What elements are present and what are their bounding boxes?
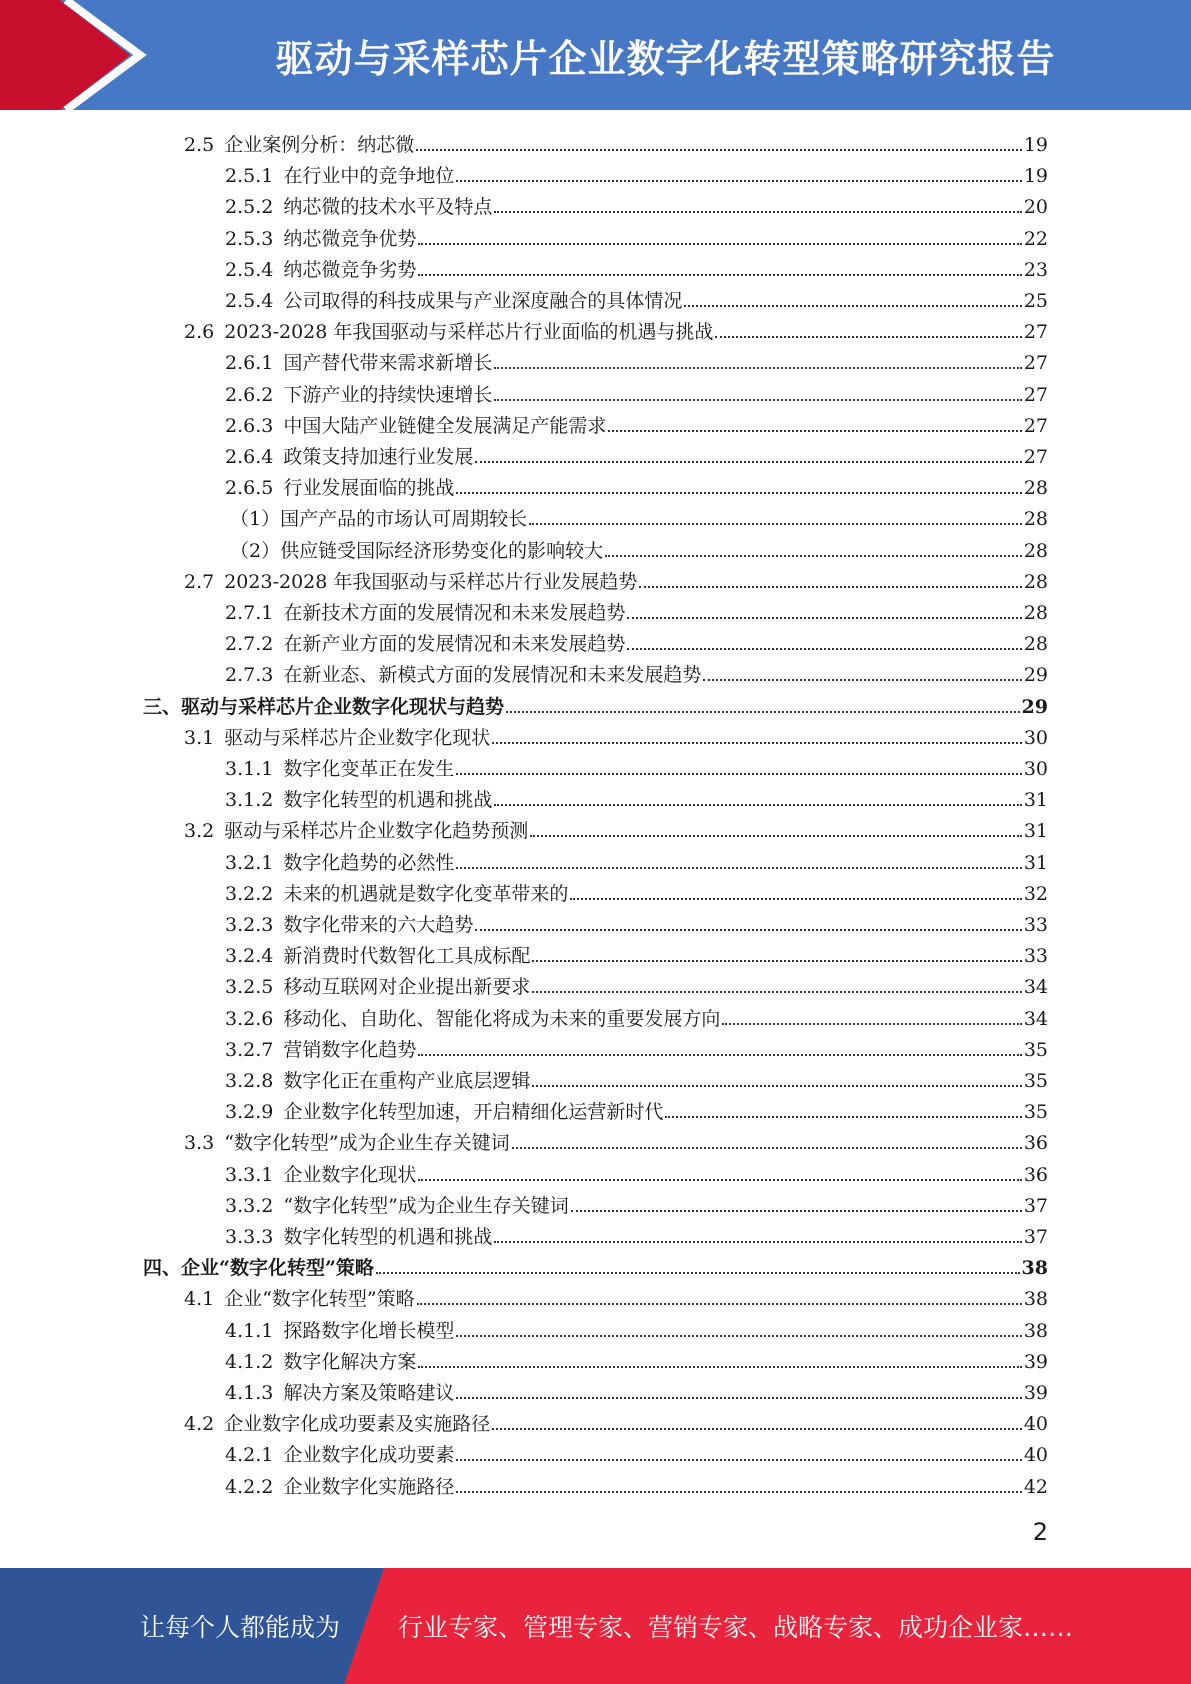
toc-entry-title: 在行业中的竞争地位 bbox=[283, 165, 455, 188]
toc-leader-dots bbox=[532, 991, 1021, 993]
toc-leader-dots bbox=[456, 1491, 1021, 1493]
toc-entry[interactable] bbox=[225, 876, 1048, 906]
toc-entry-title: 驱动与采样芯片企业数字化现状 bbox=[224, 726, 491, 749]
toc-entry-number: 3.2.2 bbox=[225, 882, 274, 905]
toc-entry-number: 4.2.1 bbox=[225, 1444, 274, 1467]
toc-leader-dots bbox=[703, 679, 1021, 681]
toc-leader-dots bbox=[475, 461, 1021, 463]
toc-leader-dots bbox=[627, 617, 1021, 619]
toc-entry-page: 33 bbox=[1023, 945, 1048, 968]
toc-entry[interactable] bbox=[225, 470, 1048, 500]
toc-entry-title: 企业数字化现状 bbox=[283, 1163, 417, 1186]
toc-leader-dots bbox=[456, 1459, 1021, 1461]
toc-entry-page: 38 bbox=[1021, 1257, 1048, 1280]
toc-entry-page: 30 bbox=[1023, 758, 1048, 780]
toc-entry[interactable] bbox=[225, 1313, 1048, 1343]
toc-entry-title: 政策支持加速行业发展 bbox=[283, 446, 474, 468]
toc-entry-title: 纳芯微竞争劣势 bbox=[283, 258, 417, 281]
toc-entry-number: 3.2.6 bbox=[225, 1007, 274, 1030]
toc-entry-number: 3.3.2 bbox=[225, 1194, 274, 1217]
toc-entry[interactable] bbox=[225, 1469, 1048, 1499]
toc-entry-page: 27 bbox=[1023, 414, 1048, 437]
toc-entry-number: 3.3 bbox=[184, 1132, 215, 1155]
toc-leader-dots bbox=[416, 149, 1022, 151]
toc-entry-page: 35 bbox=[1023, 1101, 1048, 1124]
toc-leader-dots bbox=[456, 773, 1021, 775]
toc-entry-number: 2.5.4 bbox=[225, 258, 274, 281]
toc-leader-dots bbox=[608, 430, 1021, 432]
toc-entry-number: （2） bbox=[230, 539, 281, 562]
toc-leader-dots bbox=[627, 648, 1021, 650]
toc-entry-page: 40 bbox=[1023, 1444, 1048, 1467]
toc-entry-page: 31 bbox=[1023, 789, 1048, 812]
page-number: 2 bbox=[1032, 1518, 1048, 1546]
toc-entry-title: 数字化变革正在发生 bbox=[283, 758, 455, 780]
toc-entry-number: 2.7 bbox=[184, 570, 215, 593]
toc-entry-page: 37 bbox=[1023, 1226, 1048, 1248]
toc-entry[interactable] bbox=[225, 751, 1048, 781]
toc-entry-number: 2.6 bbox=[184, 321, 215, 344]
toc-leader-dots bbox=[512, 1147, 1022, 1149]
toc-entry-page: 29 bbox=[1023, 664, 1048, 687]
toc-entry[interactable] bbox=[225, 158, 1048, 188]
toc-leader-dots bbox=[684, 305, 1021, 307]
toc-entry-number: 四、 bbox=[143, 1257, 182, 1280]
toc-entry[interactable] bbox=[184, 564, 1048, 594]
toc-leader-dots bbox=[494, 399, 1021, 401]
toc-entry-page: 28 bbox=[1023, 477, 1048, 500]
header-banner bbox=[0, 0, 1191, 110]
toc-entry[interactable] bbox=[225, 1344, 1048, 1374]
toc-entry-number: 3.2.5 bbox=[225, 976, 274, 999]
toc-entry[interactable] bbox=[143, 1250, 1048, 1280]
toc-entry[interactable] bbox=[225, 1032, 1048, 1062]
toc-entry[interactable] bbox=[230, 533, 1048, 563]
report-title: 驱动与采样芯片企业数字化转型策略研究报告 bbox=[275, 36, 1056, 81]
toc-entry-page: 38 bbox=[1023, 1288, 1048, 1311]
toc-entry-page: 27 bbox=[1023, 352, 1048, 375]
toc-entry-title: 2023-2028 年我国驱动与采样芯片行业发展趋势 bbox=[224, 570, 638, 593]
toc-entry-title: “数字化转型”成为企业生存关键词 bbox=[224, 1132, 510, 1155]
toc-leader-dots bbox=[639, 586, 1021, 588]
toc-entry[interactable] bbox=[225, 408, 1048, 438]
toc-leader-dots bbox=[494, 367, 1021, 369]
toc-entry-title: 在新业态、新模式方面的发展情况和未来发展趋势 bbox=[283, 664, 702, 687]
toc-leader-dots bbox=[530, 835, 1022, 837]
toc-entry[interactable] bbox=[225, 1188, 1048, 1218]
toc-entry-number: 4.2 bbox=[184, 1413, 215, 1436]
toc-entry-page: 34 bbox=[1023, 976, 1048, 999]
toc-entry-number: 2.5.1 bbox=[225, 165, 274, 188]
toc-entry-page: 27 bbox=[1023, 383, 1048, 406]
toc-entry-number: 4.1.3 bbox=[225, 1382, 274, 1404]
toc-entry-title: 数字化带来的六大趋势 bbox=[283, 914, 474, 936]
toc-entry-number: 3.2.4 bbox=[225, 945, 274, 968]
toc-leader-dots bbox=[456, 492, 1021, 494]
toc-leader-dots bbox=[418, 243, 1021, 245]
toc-entry-title: 供应链受国际经济形势变化的影响较大 bbox=[280, 539, 604, 562]
toc-entry-page: 36 bbox=[1023, 1132, 1048, 1155]
toc-entry-title: 数字化正在重构产业底层逻辑 bbox=[283, 1070, 531, 1092]
toc-entry[interactable] bbox=[225, 1063, 1048, 1093]
toc-leader-dots bbox=[456, 1335, 1021, 1337]
toc-entry[interactable] bbox=[184, 1281, 1048, 1311]
toc-leader-dots bbox=[532, 1085, 1021, 1087]
toc-leader-dots bbox=[418, 1054, 1021, 1056]
toc-entry[interactable] bbox=[230, 501, 1048, 531]
toc-entry-title: 探路数字化增长模型 bbox=[283, 1319, 455, 1342]
toc-leader-dots bbox=[456, 180, 1021, 182]
toc-entry-number: 4.1 bbox=[184, 1288, 215, 1311]
toc-entry-number: 2.7.1 bbox=[225, 602, 274, 624]
toc-entry[interactable] bbox=[184, 813, 1048, 843]
toc-entry-title: 纳芯微的技术水平及特点 bbox=[283, 196, 493, 219]
toc-entry[interactable] bbox=[225, 1001, 1048, 1031]
toc-entry-title: 数字化转型的机遇和挑战 bbox=[283, 1226, 493, 1248]
toc-entry[interactable] bbox=[225, 626, 1048, 656]
toc-entry-title: 在新技术方面的发展情况和未来发展趋势 bbox=[283, 602, 626, 624]
toc-entry[interactable] bbox=[184, 1125, 1048, 1155]
toc-entry-page: 19 bbox=[1023, 165, 1048, 188]
footer-slogan-left: 让每个人都能成为 bbox=[140, 1613, 341, 1642]
toc-entry[interactable] bbox=[225, 1375, 1048, 1405]
toc-entry[interactable] bbox=[225, 782, 1048, 812]
toc-entry[interactable] bbox=[143, 689, 1048, 719]
toc-entry-number: 2.6.4 bbox=[225, 446, 274, 468]
toc-leader-dots bbox=[532, 960, 1021, 962]
toc-entry[interactable] bbox=[225, 1437, 1048, 1467]
toc-entry[interactable] bbox=[225, 252, 1048, 282]
toc-entry-title: 驱动与采样芯片企业数字化现状与趋势 bbox=[181, 695, 505, 718]
toc-leader-dots bbox=[456, 867, 1021, 869]
toc-leader-dots bbox=[605, 555, 1022, 557]
footer-slogan-right: 行业专家、管理专家、营销专家、战略专家、成功企业家…… bbox=[398, 1613, 1074, 1642]
toc-leader-dots bbox=[418, 1179, 1021, 1181]
toc-entry-number: 2.6.1 bbox=[225, 352, 274, 375]
toc-entry-number: 2.7.3 bbox=[225, 664, 274, 687]
toc-leader-dots bbox=[492, 1428, 1022, 1430]
toc-entry[interactable] bbox=[225, 938, 1048, 968]
toc-leader-dots bbox=[456, 1397, 1021, 1399]
toc-entry[interactable] bbox=[225, 969, 1048, 999]
toc-entry[interactable] bbox=[225, 377, 1048, 407]
toc-leader-dots bbox=[494, 1241, 1021, 1243]
toc-entry-title: 企业案例分析：纳芯微 bbox=[224, 134, 415, 156]
toc-entry-page: 28 bbox=[1023, 539, 1048, 562]
toc-entry-number: 3.1.1 bbox=[225, 758, 274, 780]
toc-entry-title: 数字化趋势的必然性 bbox=[283, 851, 455, 874]
toc-entry[interactable] bbox=[225, 283, 1048, 313]
chevron-decoration-icon bbox=[0, 0, 160, 110]
toc-entry-page: 29 bbox=[1021, 695, 1048, 718]
toc-entry-number: 3.3.1 bbox=[225, 1163, 274, 1186]
toc-entry[interactable] bbox=[225, 1094, 1048, 1124]
toc-entry[interactable] bbox=[225, 1219, 1048, 1249]
toc-entry[interactable] bbox=[184, 314, 1048, 344]
toc-entry-title: 企业数字化转型加速，开启精细化运营新时代 bbox=[283, 1101, 664, 1124]
toc-entry-title: 中国大陆产业链健全发展满足产能需求 bbox=[283, 414, 607, 437]
toc-entry-title: 在新产业方面的发展情况和未来发展趋势 bbox=[283, 633, 626, 656]
toc-leader-dots bbox=[715, 336, 1021, 338]
toc-entry[interactable] bbox=[225, 595, 1048, 625]
toc-entry-number: （1） bbox=[230, 508, 281, 531]
toc-entry-page: 42 bbox=[1023, 1475, 1048, 1498]
toc-entry-title: 未来的机遇就是数字化变革带来的 bbox=[283, 882, 569, 905]
toc-leader-dots bbox=[665, 1116, 1021, 1118]
toc-entry-page: 39 bbox=[1023, 1382, 1048, 1404]
toc-entry-page: 35 bbox=[1023, 1038, 1048, 1061]
toc-entry-title: 2023-2028 年我国驱动与采样芯片行业面临的机遇与挑战 bbox=[224, 321, 714, 344]
toc-entry-page: 28 bbox=[1023, 508, 1048, 531]
toc-entry-page: 19 bbox=[1023, 134, 1048, 156]
toc-entry-page: 34 bbox=[1023, 1007, 1048, 1030]
toc-entry-number: 2.7.2 bbox=[225, 633, 274, 656]
toc-entry-page: 27 bbox=[1023, 446, 1048, 468]
toc-entry-page: 31 bbox=[1023, 820, 1048, 843]
toc-leader-dots bbox=[494, 804, 1021, 806]
toc-entry-title: 数字化解决方案 bbox=[283, 1350, 417, 1373]
toc-entry-title: 营销数字化趋势 bbox=[283, 1038, 417, 1061]
toc-leader-dots bbox=[506, 711, 1020, 713]
toc-entry[interactable] bbox=[184, 127, 1048, 157]
toc-entry-number: 3.2.8 bbox=[225, 1070, 274, 1092]
toc-entry-number: 3.1 bbox=[184, 726, 215, 749]
toc-leader-dots bbox=[570, 898, 1021, 900]
toc-entry-title: 驱动与采样芯片企业数字化趋势预测 bbox=[224, 820, 529, 843]
toc-entry[interactable] bbox=[225, 845, 1048, 875]
toc-entry-title: 下游产业的持续快速增长 bbox=[283, 383, 493, 406]
toc-entry-number: 2.5.3 bbox=[225, 227, 274, 250]
toc-entry-title: 数字化转型的机遇和挑战 bbox=[283, 789, 493, 812]
toc-leader-dots bbox=[722, 1023, 1021, 1025]
toc-entry-title: 国产产品的市场认可周期较长 bbox=[280, 508, 528, 531]
toc-entry-page: 20 bbox=[1023, 196, 1048, 219]
toc-entry-page: 28 bbox=[1023, 602, 1048, 624]
toc-entry-number: 2.6.5 bbox=[225, 477, 274, 500]
toc-entry-number: 3.2 bbox=[184, 820, 215, 843]
toc-entry-title: 企业数字化成功要素 bbox=[283, 1444, 455, 1467]
toc-entry-title: 解决方案及策略建议 bbox=[283, 1382, 455, 1404]
toc-entry-number: 4.1.1 bbox=[225, 1319, 274, 1342]
toc-entry-number: 3.2.9 bbox=[225, 1101, 274, 1124]
toc-entry-number: 2.6.3 bbox=[225, 414, 274, 437]
toc-entry-page: 33 bbox=[1023, 914, 1048, 936]
toc-entry-number: 2.5.4 bbox=[225, 290, 274, 312]
toc-entry-title: 国产替代带来需求新增长 bbox=[283, 352, 493, 375]
toc-leader-dots bbox=[529, 523, 1022, 525]
toc-entry-title: 纳芯微竞争优势 bbox=[283, 227, 417, 250]
toc-entry-number: 2.5 bbox=[184, 134, 215, 156]
toc-entry-number: 三、 bbox=[143, 695, 182, 718]
toc-entry-page: 39 bbox=[1023, 1350, 1048, 1373]
toc-entry-title: 企业“数字化转型”策略 bbox=[181, 1257, 374, 1280]
toc-entry-number: 3.3.3 bbox=[225, 1226, 274, 1248]
toc-entry-page: 35 bbox=[1023, 1070, 1048, 1092]
toc-entry-title: 行业发展面临的挑战 bbox=[283, 477, 455, 500]
toc-entry[interactable] bbox=[225, 189, 1048, 219]
toc-entry-title: 企业“数字化转型”策略 bbox=[224, 1288, 415, 1311]
toc-entry-page: 31 bbox=[1023, 851, 1048, 874]
toc-entry-title: 企业数字化实施路径 bbox=[283, 1475, 455, 1498]
toc-entry-number: 3.2.3 bbox=[225, 914, 274, 936]
toc-entry-number: 3.2.7 bbox=[225, 1038, 274, 1061]
toc-entry-page: 28 bbox=[1023, 633, 1048, 656]
toc-entry-number: 2.6.2 bbox=[225, 383, 274, 406]
toc-entry[interactable] bbox=[184, 1406, 1048, 1436]
toc-entry-page: 22 bbox=[1023, 227, 1048, 250]
toc-entry-page: 40 bbox=[1023, 1413, 1048, 1436]
toc-entry[interactable] bbox=[225, 907, 1048, 937]
toc-leader-dots bbox=[492, 742, 1022, 744]
toc-entry-page: 38 bbox=[1023, 1319, 1048, 1342]
toc-entry-page: 32 bbox=[1023, 882, 1048, 905]
toc-entry-title: 移动互联网对企业提出新要求 bbox=[283, 976, 531, 999]
toc-leader-dots bbox=[417, 1303, 1022, 1305]
toc-entry-title: “数字化转型”成为企业生存关键词 bbox=[283, 1194, 569, 1217]
toc-entry-page: 28 bbox=[1023, 570, 1048, 593]
toc-entry-number: 4.1.2 bbox=[225, 1350, 274, 1373]
toc-leader-dots bbox=[494, 211, 1021, 213]
toc-entry[interactable] bbox=[225, 439, 1048, 469]
toc-entry[interactable] bbox=[225, 1157, 1048, 1187]
toc-entry-title: 公司取得的科技成果与产业深度融合的具体情况 bbox=[283, 290, 683, 312]
toc-entry[interactable] bbox=[225, 657, 1048, 687]
toc-leader-dots bbox=[418, 274, 1021, 276]
toc-leader-dots bbox=[475, 929, 1021, 931]
toc-entry-number: 3.2.1 bbox=[225, 851, 274, 874]
toc-leader-dots bbox=[376, 1272, 1020, 1274]
toc-entry-page: 36 bbox=[1023, 1163, 1048, 1186]
footer-banner bbox=[0, 1568, 1191, 1684]
toc-entry-title: 新消费时代数智化工具成标配 bbox=[283, 945, 531, 968]
toc-entry-page: 27 bbox=[1023, 321, 1048, 344]
toc-leader-dots bbox=[571, 1210, 1022, 1212]
toc-entry[interactable] bbox=[184, 720, 1048, 750]
toc-entry-number: 4.2.2 bbox=[225, 1475, 274, 1498]
toc-entry[interactable] bbox=[225, 221, 1048, 251]
toc-entry-title: 移动化、自助化、智能化将成为未来的重要发展方向 bbox=[283, 1007, 721, 1030]
toc-entry[interactable] bbox=[225, 345, 1048, 375]
toc-entry-page: 25 bbox=[1023, 290, 1048, 312]
toc-entry-number: 2.5.2 bbox=[225, 196, 274, 219]
toc-entry-number: 3.1.2 bbox=[225, 789, 274, 812]
toc-leader-dots bbox=[418, 1366, 1021, 1368]
toc-entry-title: 企业数字化成功要素及实施路径 bbox=[224, 1413, 491, 1436]
toc-entry-page: 30 bbox=[1023, 726, 1048, 749]
toc-entry-page: 37 bbox=[1023, 1194, 1048, 1217]
toc-entry-page: 23 bbox=[1023, 258, 1048, 281]
